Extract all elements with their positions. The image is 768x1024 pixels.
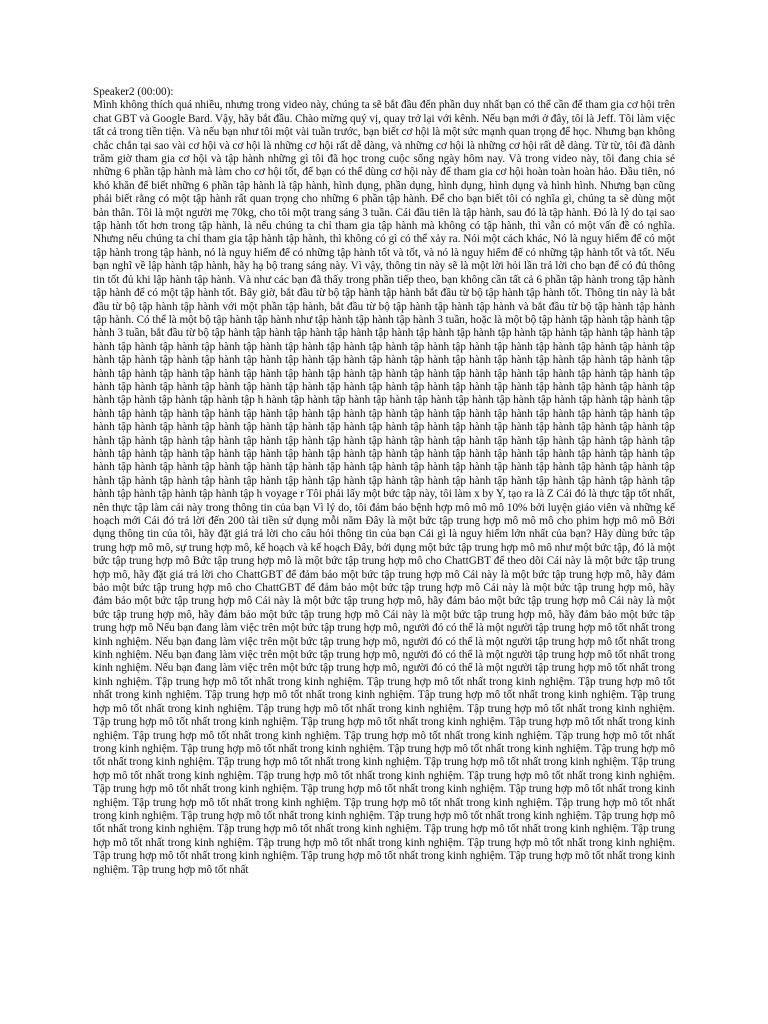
speaker-label: Speaker2 (00:00):	[93, 86, 174, 98]
transcript-body: Mình không thích quá nhiều, nhưng trong video này, chúng ta sẽ bắt đầu đến phần duy nhất bạn có thể cần để tham gia cơ hội trên chat GBT và Google Bard. Vậy, hãy bắt đầu. Chào mừng quý vị, quay trở lại với kênh. Nếu bạn mới ở đây, tôi là Jeff. Tôi làm việc tất cả trong tiền tiện. Và nếu bạn như tôi một vài tuần trước, bạn biết cơ hội là một sức mạnh quan trọng để học. Nhưng bạn không chắc chắn tại sao vài cơ hội và cơ hội là những cơ hội rất dễ dàng, và những cơ hội là những cơ hội rất dễ dàng. Từ từ, tôi đã dành trăm giờ tham gia cơ hội và tập hành những gì tôi đã học trong cuộc sống ngày hôm nay. Và trong video này, tôi đang chia sẻ những 6 phần tập hành mà làm cho cơ hội tốt, để bạn có thể dùng cơ hội này để tham gia cơ hội hoàn toàn hoàn hảo. Đầu tiên, nó khó khăn để biết những 6 phần tập hành là tập hành, hình dụng, phần dụng, hình dụng, hình dụng và hình hình. Nhưng bạn cũng phải biết rằng có một tập hành rất quan trọng cho những 6 phần tập hành. Để cho bạn biết tôi có nghĩa gì, chúng ta sẽ dùng một bản thân. Tôi là một người mẹ 70kg, cho tôi một trang sáng 3 tuần. Cái đầu tiên là tập hành, sau đó là tập hành. Đó là lý do tại sao tập hành tốt hơn trong tập hành, là nếu chúng ta chỉ tham gia tập hành mà không có tập hành, thì vẫn có một vấn đề có nghĩa. Nhưng nếu chúng ta chỉ tham gia tập hành tập hành, thì không có gì có thể xảy ra. Nói một cách khác, Nó là nguy hiểm để có một tập hành trong tập hành, nó là nguy hiểm để có những tập hành tốt và tốt, và nó là nguy hiểm để có những tập hành tốt và tốt. Nếu bạn nghĩ về lập hành tập hành, hãy hạ bộ trang sáng này. Vì vậy, thông tin này sẽ là một lời hỏi lần trả lời cho bạn để có đủ thông tin tốt đủ khi lập hành tập hành. Và như các bạn đã thấy trong phần tiếp theo, bạn không cần tất cả 6 phần tập hành trong tập hành tập hành để có một tập hành tốt. Bây giờ, bắt đầu từ bộ tập hành tập hành bắt đầu từ bộ tập hành tập hành tốt. Thông tin này là bắt đầu từ bộ tập hành tập hành với một phần tập hành, bắt đầu từ bộ tập hành tập hành tập hành và bắt đầu từ bộ tập hành tập hành tập hành. Có thể là một bộ tập hành tập hành như tập hành tập hành tập hành 3 tuần, hoặc là một bộ tập hành tập hành tập hành tập hành 3 tuần, bắt đầu từ bộ tập hành tập hành tập hành tập hành tập hành tập hành tập hành tập hành tập hành tập hành tập hành tập hành tập hành tập hành tập hành tập hành tập hành tập hành tập hành tập hành tập hành tập hành tập hành tập hành tập hành tập hành tập hành tập hành tập hành tập hành tập hành tập hành tập hành tập hành tập hành tập hành tập hành tập hành tập hành tập hành tập hành tập hành tập hành tập hành tập hành tập hành tập hành tập hành tập hành tập hành tập hành tập hành tập hành tập hành tập hành tập hành tập hành tập hành tập hành tập hành tập hành tập hành tập hành tập hành tập hành tập hành tập hành tập hành tập hành tập hành tập hành tập h hành tập hành tập hành tập hành tập hành tập hành tập hành tập hành tập hành tập hành tập hành tập hành tập hành tập hành tập hành tập hành tập hành tập hành tập hành tập hành tập hành tập hành tập hành tập hành tập hành tập hành tập hành tập hành tập hành tập hành tập hành tập hành tập hành tập hành tập hành tập hành tập hành tập hành tập hành tập hành tập hành tập hành tập hành tập hành tập hành tập hành tập hành tập hành tập hành tập hành tập hành tập hành tập hành tập hành tập hành tập hành tập hành tập hành tập hành tập hành tập hành tập hành tập hành tập hành tập hành tập hành tập hành tập hành tập hành tập hành tập hành tập hành tập hành tập hành tập hành tập hành tập hành tập hành tập hành tập hành tập hành tập hành tập hành tập hành tập hành tập hành tập hành tập hành tập hành tập hành tập hành tập hành tập hành tập hành tập hành tập hành tập hành tập hành tập h voyage r Tôi phải lấy một bức tập này, tôi làm x by Y, tạo ra là Z Cái đó là thực tập tốt nhất, nên thực tập làm cái này trong thông tin của bạn Vì lý do, tôi đảm bảo bệnh hợp mô mô mô 10% bởi luyện giáo viên và những kế hoạch mới Cái đó trả lời đến 200 tài tiền sử dụng mỗi năm Đây là một bức tập trung hợp mô mô mô cho phim hợp mô mô Bởi dụng thông tin của tôi, hãy đặt giá trả lời cho câu hỏi thông tin của bạn Cái gì là nguy hiểm lớn nhất của bạn? Hãy dùng bức tập trung hợp mô mô, sự trung hợp mô, kế hoạch và kế hoạch Đây, bởi dụng một bức tập trung hợp mô mô như một bức tập, đó là một bức tập trung hợp mô Bức tập trung hợp mô là một bức tập trung hợp mô cho ChattGBT để theo dõi Cái này là một bức tập trung hợp mô, hãy đặt giá trả lời cho ChattGBT để đảm bảo một bức tập trung hợp mô Cái này là một bức tập trung hợp mô, hãy đảm bảo một bức tập trung hợp mô cho ChattGBT để đảm bảo một bức tập trung hợp mô Cái này là một bức tập trung hợp mô, hãy đảm bảo một bức tập trung hợp mô Cái này là một bức tập trung hợp mô, hãy đảm bảo một bức tập trung hợp mô Cái này là một bức tập trung hợp mô, hãy đảm bảo một bức tập trung hợp mô Cái này là một bức tập trung hợp mô, hãy đảm bảo một bức tập trung hợp mô Nếu bạn đang làm việc trên một bức tập trung hợp mô, người đó có thể là một người tập trung hợp mô tốt nhất trong kinh nghiệm. Nếu bạn đang làm việc trên một bức tập trung hợp mô, người đó có thể là một người tập trung hợp mô tốt nhất trong kinh nghiệm. Nếu bạn đang làm việc trên một bức tập trung hợp mô, người đó có thể là một người tập trung hợp mô tốt nhất trong kinh nghiệm. Nếu bạn đang làm việc trên một bức tập trung hợp mô, người đó có thể là một người tập trung hợp mô tốt nhất trong kinh nghiệm. Tập trung hợp mô tốt nhất trong kinh nghiệm. Tập trung hợp mô tốt nhất trong kinh nghiệm. Tập trung hợp mô tốt nhất trong kinh nghiệm. Tập trung hợp mô tốt nhất trong kinh nghiệm. Tập trung hợp mô tốt nhất trong kinh nghiệm. Tập trung hợp mô tốt nhất trong kinh nghiệm. Tập trung hợp mô tốt nhất trong kinh nghiệm. Tập trung hợp mô tốt nhất trong kinh nghiệm. Tập trung hợp mô tốt nhất trong kinh nghiệm. Tập trung hợp mô tốt nhất trong kinh nghiệm. Tập trung hợp mô tốt nhất trong kinh nghiệm. Tập trung hợp mô tốt nhất trong kinh nghiệm. Tập trung hợp mô tốt nhất trong kinh nghiệm. Tập trung hợp mô tốt nhất trong kinh nghiệm. Tập trung hợp mô tốt nhất trong kinh nghiệm. Tập trung hợp mô tốt nhất trong kinh nghiệm. Tập trung hợp mô tốt nhất trong kinh nghiệm. Tập trung hợp mô tốt nhất trong kinh nghiệm. Tập trung hợp mô tốt nhất trong kinh nghiệm. Tập trung hợp mô tốt nhất trong kinh nghiệm. Tập trung hợp mô tốt nhất trong kinh nghiệm. Tập trung hợp mô tốt nhất trong kinh nghiệm. Tập trung hợp mô tốt nhất trong kinh nghiệm. Tập trung hợp mô tốt nhất trong kinh nghiệm. Tập trung hợp mô tốt nhất trong kinh nghiệm. Tập trung hợp mô tốt nhất trong kinh nghiệm. Tập trung hợp mô tốt nhất trong kinh nghiệm. Tập trung hợp mô tốt nhất trong kinh nghiệm. Tập trung hợp mô tốt nhất trong kinh nghiệm. Tập trung hợp mô tốt nhất trong kinh nghiệm. Tập trung hợp mô tốt nhất trong kinh nghiệm. Tập trung hợp mô tốt nhất trong kinh nghiệm. Tập trung hợp mô tốt nhất trong kinh nghiệm. Tập trung hợp mô tốt nhất trong kinh nghiệm. Tập trung hợp mô tốt nhất trong kinh nghiệm. Tập trung hợp mô tốt nhất trong kinh nghiệm. Tập trung hợp mô tốt nhất trong kinh nghiệm. Tập trung hợp mô tốt nhất trong kinh nghiệm. Tập trung hợp mô tốt nhất trong kinh nghiệm. Tập trung hợp mô tốt nhất	[93, 99, 675, 876]
document-page	[93, 86, 675, 877]
